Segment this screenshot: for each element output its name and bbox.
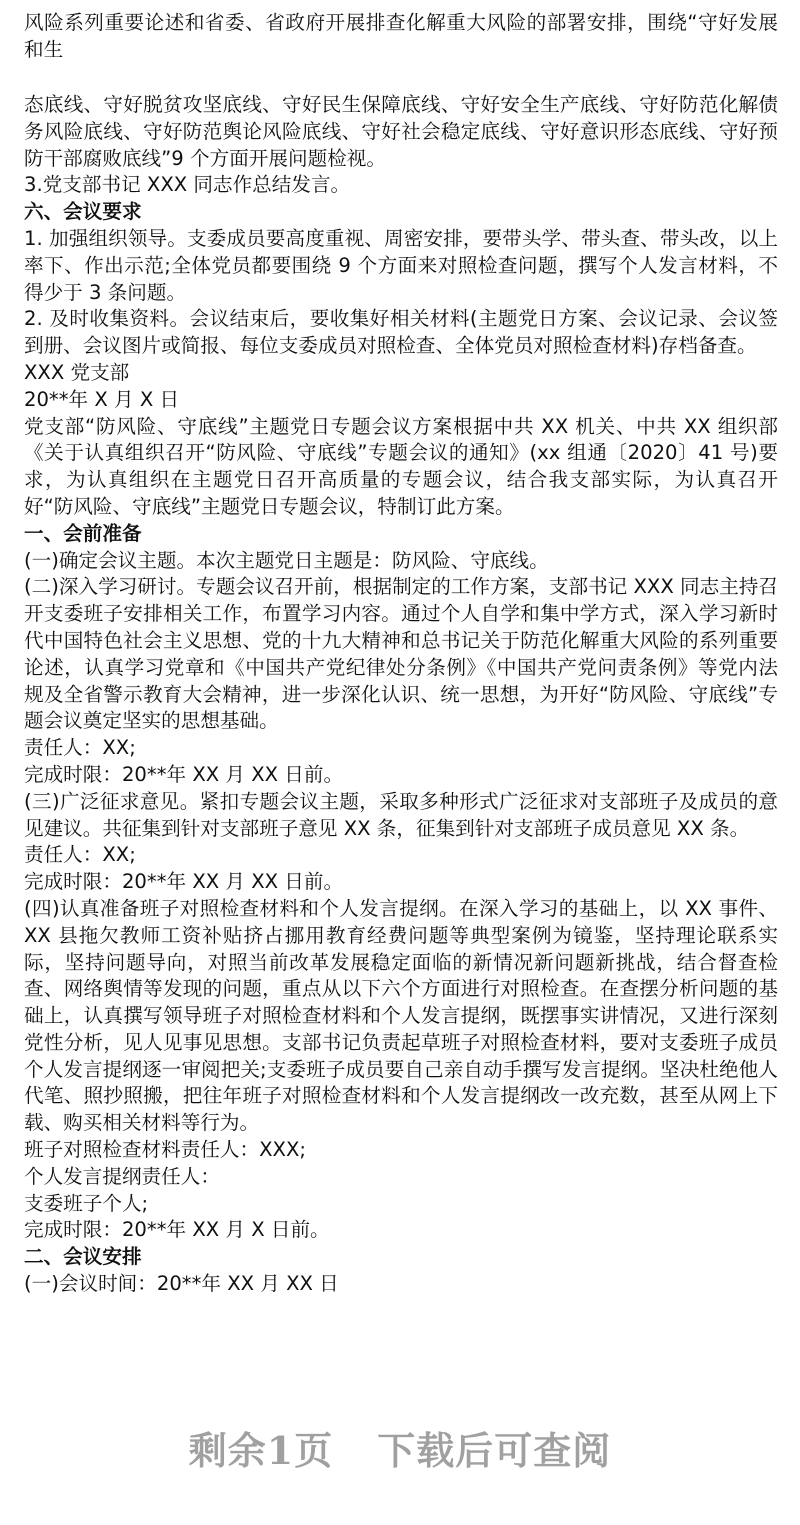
document-body	[24, 92, 778, 1298]
paragraph: 20**年 X 月 X 日	[24, 387, 180, 411]
paragraph: 2. 及时收集资料。会议结束后，要收集好相关材料(主题党日方案、会议记录、会议签到册、会议图片或简报、每位支委成员对照检查、全体党员对照检查材料)存档备查。	[24, 307, 778, 358]
paragraph: 个人发言提纲责任人：	[24, 1164, 220, 1188]
paragraph: 3.党支部书记 XXX 同志作总结发言。	[24, 173, 351, 197]
section-heading: 二、会议安排	[24, 1245, 142, 1269]
paragraph: 完成时限：20**年 XX 月 XX 日前。	[24, 870, 344, 894]
paragraph: (一)会议时间：20**年 XX 月 XX 日	[24, 1272, 339, 1296]
paragraph: 完成时限：20**年 XX 月 XX 日前。	[24, 762, 344, 786]
paragraph: 党支部“防风险、守底线”主题党日专题会议方案根据中共 XX 机关、中共 XX 组织部《关于认真组织召开“防风险、守底线”专题会议的通知》(xx 组通〔2020〕41 号)要求，为认真组织在主题党日召开高质量的专题会议，结合我支部实际，为认真召开好“防风险、守底线”主题党日专题会议，特制订此方案。	[24, 414, 778, 518]
paragraph: 支委班子个人;	[24, 1191, 149, 1215]
download-to-view-label: 下载后可查阅	[377, 1428, 612, 1473]
remaining-pages-label: 剩余1页	[188, 1428, 334, 1473]
paragraph: (四)认真准备班子对照检查材料和个人发言提纲。在深入学习的基础上，以 XX 事件、XX 县拖欠教师工资补贴挤占挪用教育经费问题等典型案例为镜鉴，坚持理论联系实际，坚持问题导向，对照当前改革发展稳定面临的新情况新问题新挑战，结合督查检查、网络舆情等发现的问题，重点从以下六个方面进行对照检查。在查摆分析问题的基础上，认真撰写领导班子对照检查材料和个人发言提纲，既摆事实讲情况，又进行深刻党性分析，见人见事见思想。支部书记负责起草班子对照检查材料，要对支委班子成员个人发言提纲逐一审阅把关;支委班子成员要自己亲自动手撰写发言提纲。坚决杜绝他人代笔、照抄照搬，把往年班子对照检查材料和个人发言提纲改一改充数，甚至从网上下载、购买相关材料等行为。	[24, 896, 778, 1135]
paragraph: (二)深入学习研讨。专题会议召开前，根据制定的工作方案，支部书记 XXX 同志主持召开支委班子安排相关工作，布置学习内容。通过个人自学和集中学方式，深入学习新时代中国特色社会主义思想、党的十九大精神和总书记关于防范化解重大风险的系列重要论述，认真学习党章和《中国共产党纪律处分条例》《中国共产党问责条例》等党内法规及全省警示教育大会精神，进一步深化认识、统一思想，为开好“防风险、守底线”专题会议奠定坚实的思想基础。	[24, 575, 778, 733]
paragraph: 班子对照检查材料责任人：XXX;	[24, 1138, 306, 1162]
paragraph: 完成时限：20**年 XX 月 X 日前。	[24, 1218, 330, 1242]
download-prompt[interactable]	[0, 1420, 800, 1475]
paragraph: 态底线、守好脱贫攻坚底线、守好民生保障底线、守好安全生产底线、守好防范化解债务风险底线、守好防范舆论风险底线、守好社会稳定底线、守好意识形态底线、守好预防干部腐败底线”9 个方面开展问题检视。	[24, 93, 778, 170]
section-heading: 六、会议要求	[24, 200, 142, 224]
paragraph: (三)广泛征求意见。紧扣专题会议主题，采取多种形式广泛征求对支部班子及成员的意见建议。共征集到针对支部班子意见 XX 条，征集到针对支部班子成员意见 XX 条。	[24, 789, 778, 840]
paragraph: (一)确定会议主题。本次主题党日主题是：防风险、守底线。	[24, 548, 549, 572]
paragraph: 责任人：XX;	[24, 736, 136, 760]
paragraph: XXX 党支部	[24, 360, 130, 384]
paragraph: 风险系列重要论述和省委、省政府开展排查化解重大风险的部署安排，围绕“守好发展和生	[24, 11, 778, 61]
document-top-fragment	[24, 10, 778, 64]
paragraph: 责任人：XX;	[24, 843, 136, 867]
paragraph: 1. 加强组织领导。支委成员要高度重视、周密安排，要带头学、带头查、带头改，以上率下、作出示范;全体党员都要围绕 9 个方面来对照检查问题，撰写个人发言材料，不得少于 3 条问题。	[24, 226, 778, 304]
section-heading: 一、会前准备	[24, 521, 142, 545]
